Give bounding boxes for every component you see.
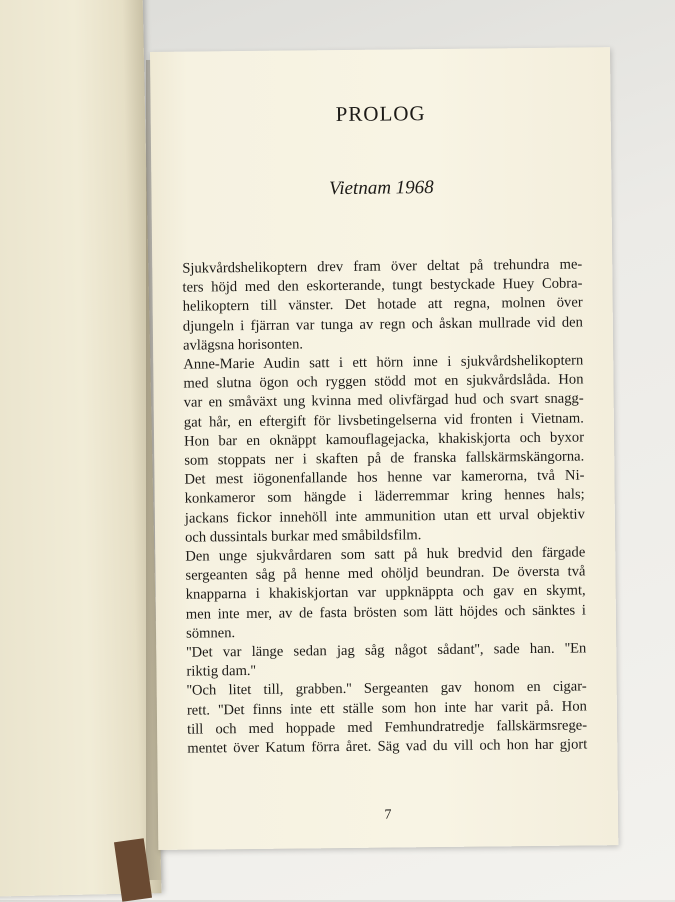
text-line: Hon bar en oknäppt kamouflagejacka, khakiskjorta och byxor: [183, 429, 585, 450]
text-line: som stoppats ner i skaften på de franska fallskärmskängorna.: [184, 448, 585, 469]
chapter-subtitle: Vietnam 1968: [328, 177, 434, 200]
text-line: konkameror som hängde i läderremmar kring hennes hals;: [184, 486, 585, 508]
text-line: jackans fickor innehöll inte ammunition utan ett urval objektiv: [184, 506, 585, 527]
text-line: men inte mer, av de fasta brösten som lätt höjdes och sänktes i: [185, 602, 586, 623]
text-line: sergeanten såg på henne med ohöljd beundran. De översta två: [185, 563, 586, 584]
chapter-title: PROLOG: [335, 101, 426, 127]
text-line: djungeln i fjärran var tunga av regn och åskan mullrade vid den: [182, 314, 583, 335]
text-line: Sjukvårdshelikoptern drev fram över deltat på trehundra me-: [182, 256, 583, 277]
text-line: rett. ''Det finns inte ett ställe som hon inte har varit på. Hon: [186, 698, 587, 719]
right-page: [150, 47, 618, 850]
text-line: ''Och litet till, grabben.'' Sergeanten gav honom en cigar-: [186, 678, 587, 700]
text-line: knapparna i khakiskjortan var uppknäppta och gav en skymt,: [185, 582, 586, 604]
text-line: ters höjd med den eskorterande, tungt bestyckade Huey Cobra-: [182, 275, 583, 296]
text-line: Den unge sjukvårdaren som satt på huk bredvid den färgade: [185, 544, 586, 565]
text-line: ''Det var länge sedan jag såg något sådant'', sade han. ''En: [186, 640, 587, 661]
text-line: till och med hoppade med Femhundratredje fallskärmsrege-: [187, 717, 588, 738]
text-line: var en småväxt ung kvinna med olivfärgad hud och svart snagg-: [183, 390, 584, 412]
text-line: avlägsna horisonten.: [182, 336, 304, 354]
page-content: [180, 47, 588, 849]
text-line: riktig dam.'': [186, 663, 256, 680]
text-line: gat hår, en eftergift för livsbetingelserna vid fronten i Vietnam.: [183, 410, 584, 431]
text-line: Det mest iögonenfallande hos henne var kamerorna, två Ni-: [184, 467, 585, 488]
text-line: sömnen.: [186, 625, 236, 642]
body-text: [182, 255, 587, 758]
text-line: och dussintals burkar med småbildsfilm.: [185, 527, 422, 546]
text-line: helikoptern till vänster. Det hotade att regna, molnen över: [182, 294, 583, 316]
text-line: Anne-Marie Audin satt i ett hörn inne i sjukvårdshelikoptern: [183, 352, 584, 373]
page-number: 7: [384, 807, 392, 823]
text-line: mentet över Katum förra året. Säg vad du vill och hon har gjort: [187, 736, 588, 757]
text-line: med slutna ögon och ryggen stödd mot en sjukvårdslåda. Hon: [183, 371, 584, 392]
left-page: [0, 0, 161, 897]
